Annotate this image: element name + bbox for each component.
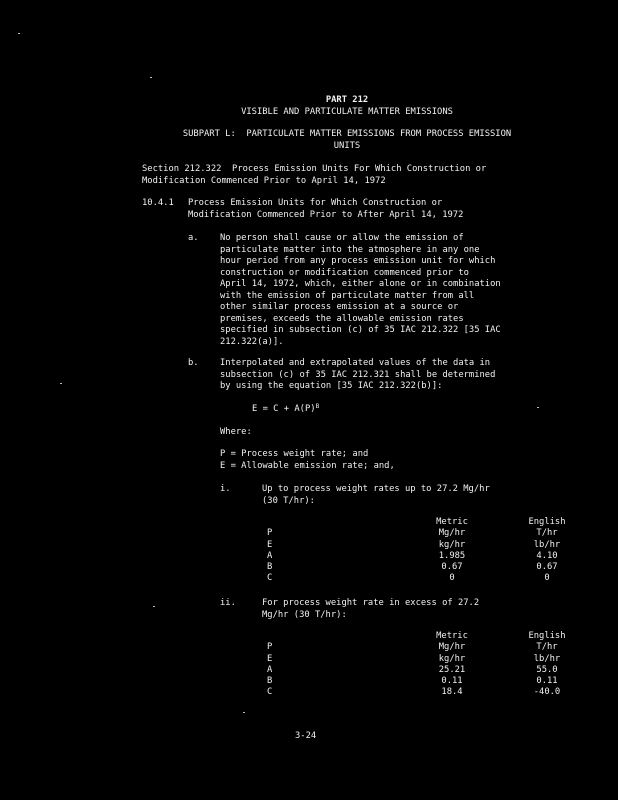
symbol-cell: P (267, 642, 273, 653)
english-cell: T/hr (536, 528, 558, 539)
para-b-line: subsection (c) of 35 IAC 212.321 shall be determined (220, 369, 496, 380)
metric-cell: 0.11 (441, 676, 463, 687)
symbol-cell: B (267, 676, 273, 687)
table-row (267, 687, 587, 698)
section-heading-line2: Modification Commenced Prior to April 14, 1972 (142, 176, 386, 186)
case-ii-table (267, 631, 587, 699)
symbol-cell: P (267, 528, 273, 539)
english-cell: lb/hr (533, 539, 561, 550)
case-ii-line2: Mg/hr (30 T/hr): (262, 610, 347, 620)
metric-cell: 0.67 (441, 562, 463, 573)
table-row (267, 528, 587, 539)
subpart-heading-line1: SUBPART L: PARTICULATE MATTER EMISSIONS FROM PROCESS EMISSION (182, 129, 512, 139)
para-a-line: No person shall cause or allow the emission of (220, 233, 464, 243)
where-label: Where: (220, 427, 252, 437)
equation-base: E = C + A(P) (252, 404, 316, 414)
english-cell: -40.0 (533, 687, 561, 698)
case-i-table (267, 517, 587, 585)
metric-cell: 0 (449, 573, 455, 584)
case-ii-label: ii. (220, 598, 236, 608)
english-cell: 0 (544, 573, 550, 584)
metric-cell: 1.985 (438, 550, 466, 561)
case-i-line1: Up to process weight rates up to 27.2 Mg/hr (262, 484, 490, 494)
symbol-cell: A (267, 550, 273, 561)
para-a-line: other similar process emission at a source or (220, 302, 459, 312)
para-a-line: particulate matter into the atmosphere in any one (220, 244, 480, 255)
metric-header: Metric (436, 631, 468, 641)
para-a-line: with the emission of particulate matter from all (220, 290, 475, 301)
table-header-row (267, 631, 587, 642)
part-title: VISIBLE AND PARTICULATE MATTER EMISSIONS (241, 107, 453, 117)
para-b-line: Interpolated and extrapolated values of the data in (220, 358, 491, 368)
english-cell: 4.10 (536, 550, 558, 561)
scan-speck (153, 606, 155, 607)
metric-cell: Mg/hr (438, 642, 466, 653)
scan-speck (18, 33, 20, 34)
metric-cell: kg/hr (438, 653, 466, 664)
item-title-line2: Modification Commenced Prior to After April 14, 1972 (188, 210, 464, 220)
metric-header: Metric (436, 517, 468, 527)
metric-cell: 25.21 (438, 664, 466, 675)
scan-speck (60, 383, 62, 384)
english-cell: 0.11 (536, 676, 558, 687)
para-a-line: April 14, 1972, which, either alone or in combination (220, 279, 501, 289)
table-header-row (267, 517, 587, 528)
item-title-line1: Process Emission Units for Which Construction or (188, 198, 443, 208)
symbol-cell: B (267, 562, 273, 573)
case-i-label: i. (220, 484, 231, 494)
table-row (267, 562, 587, 573)
symbol-cell: C (267, 687, 273, 698)
para-b-line: by using the equation [35 IAC 212.322(b)]: (220, 381, 443, 391)
symbol-cell: A (267, 664, 273, 675)
equation (252, 404, 319, 416)
case-i-line2: (30 T/hr): (262, 496, 315, 506)
para-a-line: specified in subsection (c) of 35 IAC 212.322 [35 IAC (220, 325, 501, 335)
english-cell: lb/hr (533, 653, 561, 664)
english-cell: 55.0 (536, 664, 558, 675)
section-heading-line1: Section 212.322 Process Emission Units For Which Construction or (142, 164, 487, 174)
table-row (267, 665, 587, 676)
english-cell: T/hr (536, 642, 558, 653)
para-a-line: hour period from any process emission unit for which (220, 256, 496, 266)
para-b-label: b. (188, 358, 199, 368)
english-cell: 0.67 (536, 562, 558, 573)
table-row (267, 573, 587, 584)
english-header: English (528, 517, 566, 527)
scan-speck (243, 712, 245, 713)
part-heading: PART 212 (325, 95, 369, 105)
metric-cell: kg/hr (438, 539, 466, 550)
symbol-cell: E (267, 539, 273, 550)
symbol-cell: E (267, 653, 273, 664)
scan-speck (150, 77, 152, 78)
table-row (267, 540, 587, 551)
table-row (267, 676, 587, 687)
symbol-cell: C (267, 573, 273, 584)
table-row (267, 642, 587, 653)
equation-exponent: B (315, 403, 320, 410)
para-a-line: construction or modification commenced prior to (220, 267, 469, 278)
case-ii-line1: For process weight rate in excess of 27.2 (262, 598, 480, 608)
para-a-line: premises, exceeds the allowable emission rates (220, 313, 464, 324)
para-a-body (220, 233, 501, 348)
where-p-definition: P = Process weight rate; and (220, 449, 369, 459)
scan-speck (537, 407, 539, 408)
para-b-body (220, 358, 495, 393)
metric-cell: Mg/hr (438, 528, 466, 539)
metric-cell: 18.4 (441, 687, 463, 698)
para-a-label: a. (188, 233, 199, 243)
subpart-heading-line2: UNITS (333, 141, 361, 151)
english-header: English (528, 631, 566, 641)
item-number: 10.4.1 (142, 198, 174, 208)
table-row (267, 654, 587, 665)
where-e-definition: E = Allowable emission rate; and, (220, 461, 395, 471)
table-row (267, 551, 587, 562)
para-a-line: 212.322(a)]. (220, 336, 284, 347)
page-number: 3-24 (295, 731, 317, 741)
